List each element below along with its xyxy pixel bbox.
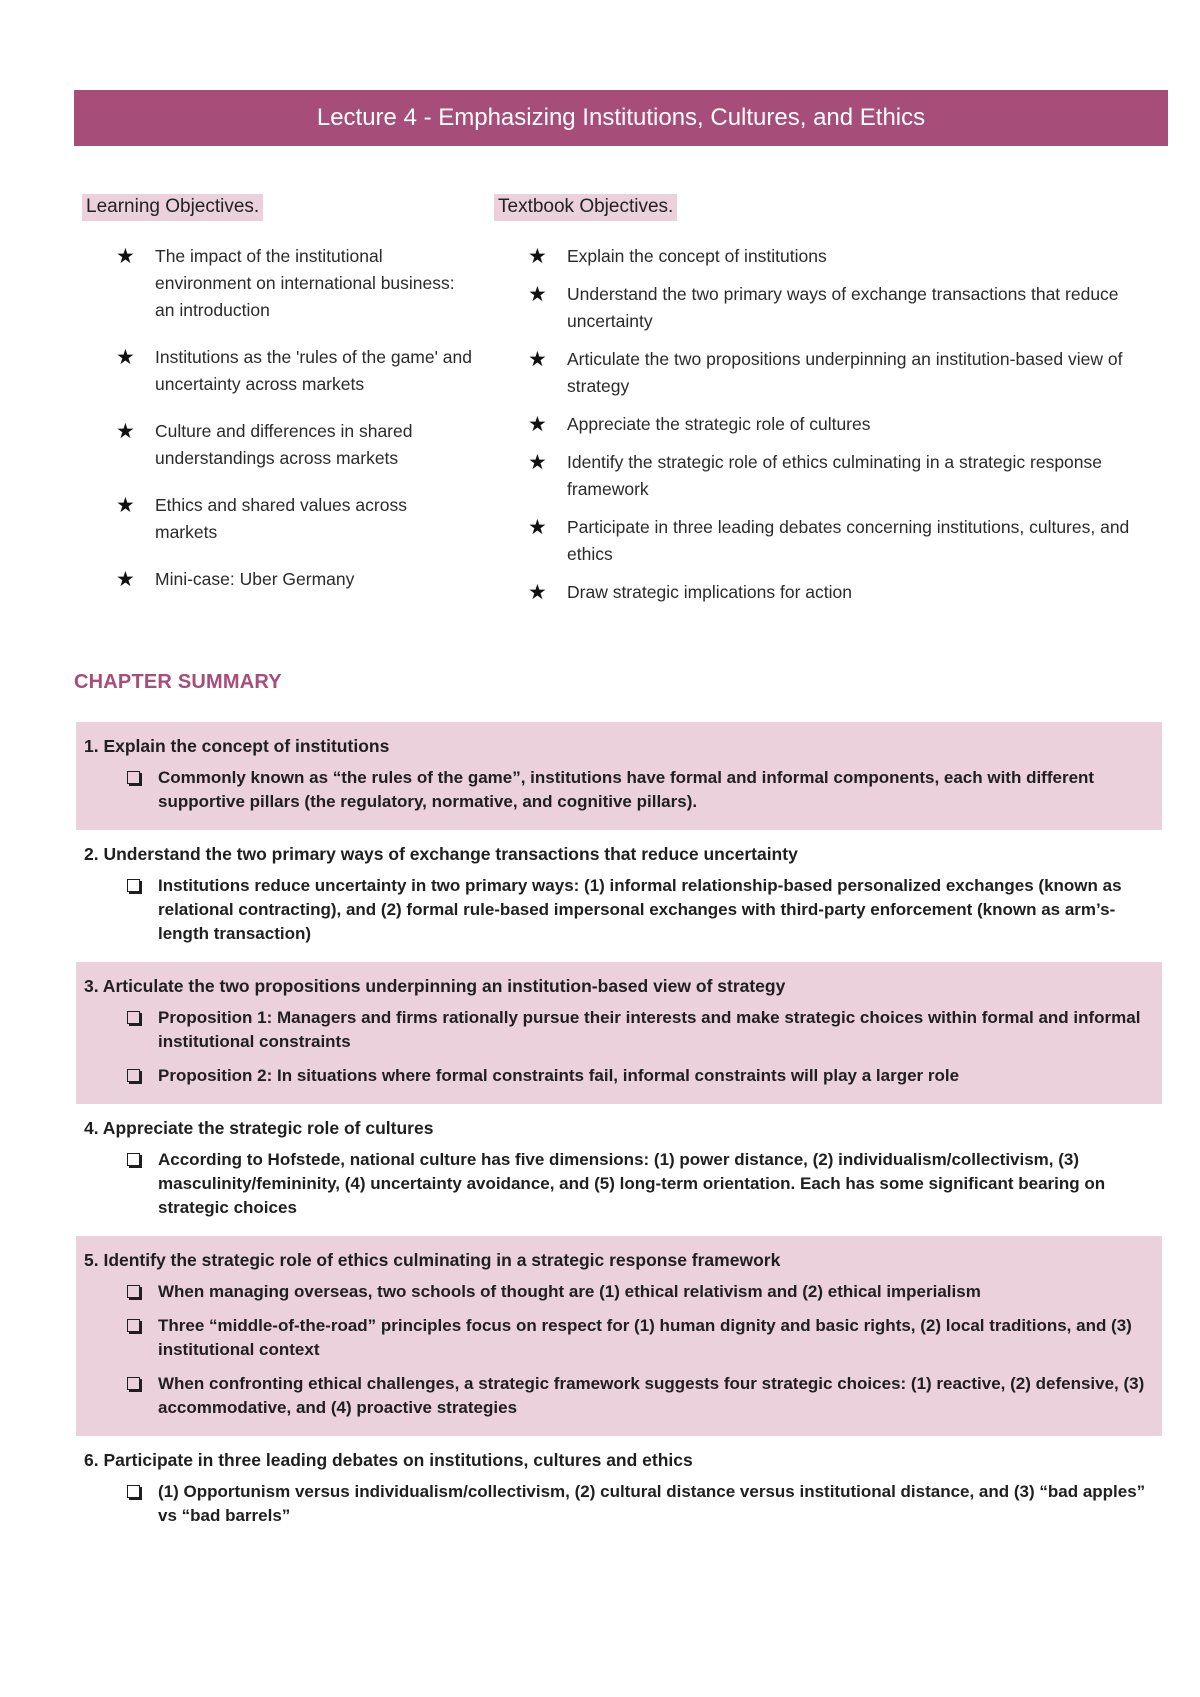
learning-objectives-list bbox=[82, 243, 472, 593]
textbook-objectives bbox=[494, 194, 1174, 617]
star-icon: ★ bbox=[116, 346, 135, 369]
list-item: ★ Articulate the two propositions underpinning an institution-based view of strategy bbox=[528, 348, 1123, 396]
checkbox-icon bbox=[127, 1069, 140, 1082]
bullet-list bbox=[84, 1280, 1154, 1420]
list-item: ★ Mini-case: Uber Germany bbox=[116, 568, 355, 591]
checkbox-icon bbox=[127, 771, 140, 784]
checkbox-icon bbox=[127, 1319, 140, 1332]
star-icon: ★ bbox=[116, 420, 135, 443]
star-icon: ★ bbox=[116, 245, 135, 268]
bullet-list bbox=[84, 1148, 1154, 1220]
chapter-summary-title: CHAPTER SUMMARY bbox=[74, 671, 282, 693]
summary-section-6 bbox=[76, 1436, 1162, 1544]
list-item: According to Hofstede, national culture has five dimensions: (1) power distance, (2) individualism/collectivism, (3) masculinity/femininity, (4) uncertainty avoidance, and (5) long-term orientation. Each has some significant bearing on strategic choices bbox=[84, 1148, 1154, 1220]
star-icon: ★ bbox=[116, 494, 135, 517]
list-item: ★ Participate in three leading debates concerning institutions, cultures, and ethics bbox=[528, 516, 1130, 564]
list-item: Proposition 1: Managers and firms rationally pursue their interests and make strategic choices within formal and informal institutional constraints bbox=[84, 1006, 1154, 1054]
summary-section-5 bbox=[76, 1236, 1162, 1436]
list-item: Institutions reduce uncertainty in two primary ways: (1) informal relationship-based personalized exchanges (known as relational contracting), and (2) formal rule-based impersonal exchanges with third-party enforcement (known as arm’s-length transaction) bbox=[84, 874, 1154, 946]
summary-section-4 bbox=[76, 1104, 1162, 1236]
learning-objectives-heading: Learning Objectives. bbox=[82, 194, 263, 221]
section-heading: 2. Understand the two primary ways of exchange transactions that reduce uncertainty bbox=[84, 844, 798, 864]
bullet-list bbox=[84, 1480, 1154, 1528]
checkbox-icon bbox=[127, 1285, 140, 1298]
list-item: ★ Ethics and shared values across markets bbox=[116, 494, 407, 542]
list-item: ★ Understand the two primary ways of exchange transactions that reduce uncertainty bbox=[528, 283, 1119, 331]
checkbox-icon bbox=[127, 1153, 140, 1166]
section-heading: 4. Appreciate the strategic role of cultures bbox=[84, 1118, 434, 1138]
list-item: Proposition 2: In situations where formal constraints fail, informal constraints will play a larger role bbox=[84, 1064, 1154, 1088]
chapter-summary bbox=[76, 722, 1162, 1544]
star-icon: ★ bbox=[528, 581, 547, 604]
summary-section-2 bbox=[76, 830, 1162, 962]
summary-section-3 bbox=[76, 962, 1162, 1104]
learning-objectives bbox=[82, 194, 472, 613]
list-item: ★ Identify the strategic role of ethics culminating in a strategic response framework bbox=[528, 451, 1102, 499]
checkbox-icon bbox=[127, 879, 140, 892]
list-item: ★ Culture and differences in shared understandings across markets bbox=[116, 420, 413, 468]
section-heading: 3. Articulate the two propositions underpinning an institution-based view of strategy bbox=[84, 976, 786, 996]
star-icon: ★ bbox=[528, 348, 547, 371]
star-icon: ★ bbox=[528, 245, 547, 268]
list-item: ★ The impact of the institutional environment on international business: an introduction bbox=[116, 245, 455, 320]
list-item: ★ Appreciate the strategic role of cultures bbox=[528, 413, 871, 436]
list-item: Commonly known as “the rules of the game”, institutions have formal and informal components, each with different supportive pillars (the regulatory, normative, and cognitive pillars). bbox=[84, 766, 1154, 814]
list-item: (1) Opportunism versus individualism/collectivism, (2) cultural distance versus institutional distance, and (3) “bad apples” vs “bad barrels” bbox=[84, 1480, 1154, 1528]
checkbox-icon bbox=[127, 1485, 140, 1498]
section-heading: 5. Identify the strategic role of ethics culminating in a strategic response framework bbox=[84, 1250, 781, 1270]
checkbox-icon bbox=[127, 1377, 140, 1390]
section-heading: 1. Explain the concept of institutions bbox=[84, 736, 390, 756]
star-icon: ★ bbox=[528, 451, 547, 474]
section-heading: 6. Participate in three leading debates on institutions, cultures and ethics bbox=[84, 1450, 693, 1470]
list-item: Three “middle-of-the-road” principles focus on respect for (1) human dignity and basic rights, (2) local traditions, and (3) institutional context bbox=[84, 1314, 1154, 1362]
star-icon: ★ bbox=[528, 283, 547, 306]
bullet-list bbox=[84, 874, 1154, 946]
list-item: ★ Draw strategic implications for action bbox=[528, 581, 852, 604]
textbook-objectives-list bbox=[494, 243, 1174, 606]
list-item: When managing overseas, two schools of thought are (1) ethical relativism and (2) ethical imperialism bbox=[84, 1280, 1154, 1304]
list-item: When confronting ethical challenges, a strategic framework suggests four strategic choices: (1) reactive, (2) defensive, (3) accommodative, and (4) proactive strategies bbox=[84, 1372, 1154, 1420]
checkbox-icon bbox=[127, 1011, 140, 1024]
textbook-objectives-heading: Textbook Objectives. bbox=[494, 194, 677, 221]
bullet-list bbox=[84, 766, 1154, 814]
star-icon: ★ bbox=[528, 413, 547, 436]
list-item: ★ Explain the concept of institutions bbox=[528, 245, 827, 268]
page-title: Lecture 4 - Emphasizing Institutions, Cultures, and Ethics bbox=[74, 90, 1168, 146]
star-icon: ★ bbox=[116, 568, 135, 591]
bullet-list bbox=[84, 1006, 1154, 1088]
list-item: ★ Institutions as the 'rules of the game' and uncertainty across markets bbox=[116, 346, 473, 394]
star-icon: ★ bbox=[528, 516, 547, 539]
summary-section-1 bbox=[76, 722, 1162, 830]
